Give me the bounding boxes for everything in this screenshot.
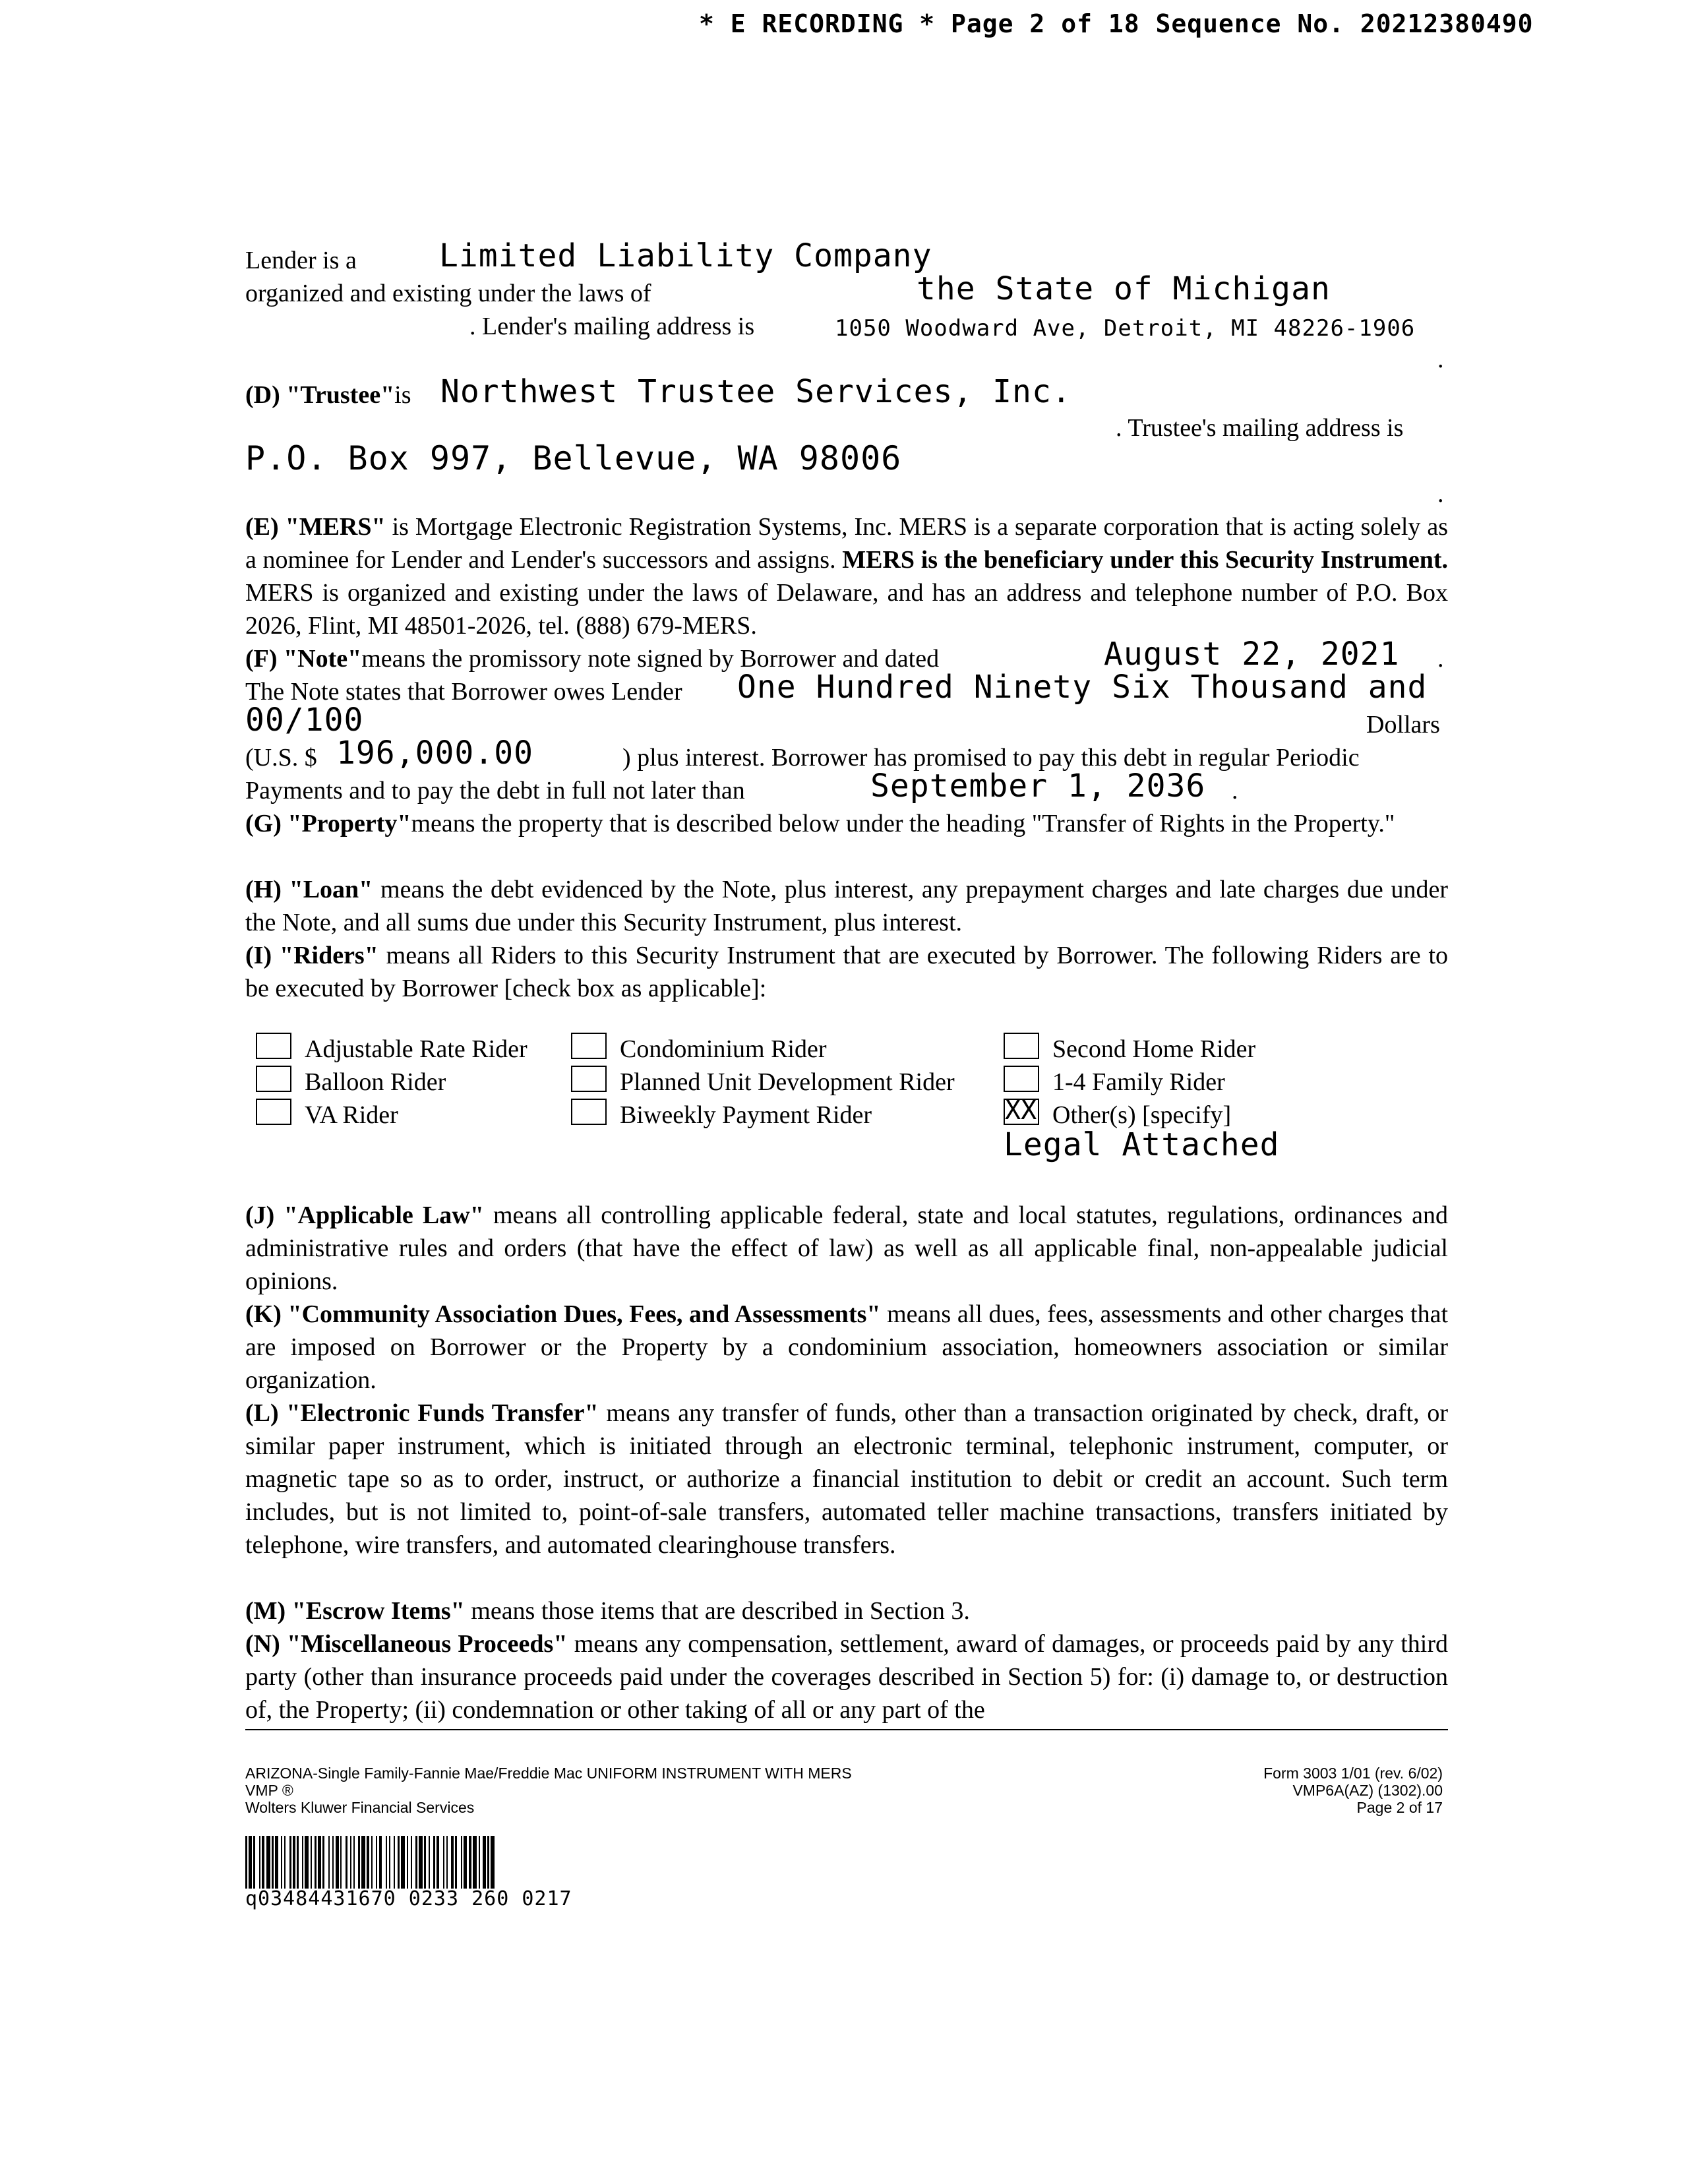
note-date: August 22, 2021 [1104, 636, 1400, 673]
footer-form-number: Form 3003 1/01 (rev. 6/02) [1263, 1765, 1443, 1782]
rider-label-pud: Planned Unit Development Rider [620, 1068, 955, 1096]
barcode [245, 1836, 713, 1889]
checkbox-condominium-rider[interactable] [571, 1033, 607, 1059]
barcode-text: q03484431670 0233 260 0217 [245, 1887, 572, 1910]
rider-label-biweekly: Biweekly Payment Rider [620, 1101, 872, 1129]
note-amount: 196,000.00 [336, 735, 533, 772]
loan-term: "Loan" [289, 876, 373, 903]
community-text: means all dues, fees, assessments and other charges that are imposed on Borrower or the Property by a condominium association, homeowners association or similar organization. [245, 1300, 1448, 1394]
lender-end-period: . [1437, 346, 1444, 373]
trustee-term: "Trustee" [286, 381, 395, 409]
checkbox-pud-rider[interactable] [571, 1066, 607, 1092]
mers-text-1: is Mortgage Electronic Registration Systems, Inc. MERS is a separate corporation that is acting solely as a nominee for Lender and Lender's successors and assigns. [245, 513, 1449, 574]
note-payments-label: Payments and to pay the debt in full not later than [245, 777, 745, 804]
rider-label-second-home: Second Home Rider [1052, 1035, 1256, 1063]
misc-text: means any compensation, settlement, award of damages, or proceeds paid by any third party (other than insurance proceeds paid under the coverages described in Section 5) for: (i) damage to, or destruction of, the Property; (ii) condemnation or other taking of all or any part of the [245, 1630, 1448, 1724]
mers-bold-text: MERS is the beneficiary under this Security Instrument. [842, 546, 1449, 574]
trustee-label [245, 379, 411, 411]
trustee-letter: (D) [245, 381, 280, 409]
note-maturity-date: September 1, 2036 [870, 768, 1206, 804]
footer-divider [245, 1729, 1448, 1730]
misc-letter: (N) [245, 1630, 280, 1658]
riders-definition [245, 939, 1448, 1005]
footer-publisher: Wolters Kluwer Financial Services [245, 1799, 475, 1816]
trustee-name: Northwest Trustee Services, Inc. [440, 373, 1071, 410]
trustee-mailing-label: . Trustee's mailing address is [1116, 414, 1404, 442]
rider-label-other: Other(s) [specify] [1052, 1101, 1232, 1129]
mers-term: "MERS" [285, 513, 386, 541]
rider-label-condominium: Condominium Rider [620, 1035, 827, 1063]
applicable-law-definition [245, 1199, 1448, 1298]
rider-label-va: VA Rider [305, 1101, 398, 1129]
note-dollars-label: Dollars [1366, 711, 1440, 739]
property-term: "Property" [287, 810, 411, 837]
escrow-term: "Escrow Items" [291, 1597, 465, 1625]
note-letter: (F) [245, 645, 278, 673]
escrow-items-definition [245, 1594, 1448, 1627]
note-end-period-2: . [1232, 777, 1238, 804]
checkbox-other-rider-mark: XX [1005, 1095, 1037, 1126]
footer-vmp-code: VMP6A(AZ) (1302).00 [1292, 1782, 1443, 1799]
community-term: "Community Association Dues, Fees, and Assessments" [287, 1300, 881, 1328]
note-us-label: (U.S. $ [245, 744, 317, 772]
misc-proceeds-definition [245, 1627, 1448, 1726]
mers-text-2: MERS is organized and existing under the laws of Delaware, and has an address and telephone number of P.O. Box 2026, Flint, MI 48501-2026, tel. (888) 679-MERS. [245, 579, 1448, 640]
applicable-law-letter: (J) [245, 1201, 275, 1229]
community-dues-definition [245, 1298, 1448, 1397]
property-definition [245, 807, 1448, 840]
applicable-law-text: means all controlling applicable federal, state and local statutes, regulations, ordinances and administrative rules and orders (that have the effect of law) as well as all applicable final, non-appealable judicial opinions. [245, 1201, 1449, 1295]
lender-organized-label: organized and existing under the laws of [245, 280, 651, 307]
lender-entity-type: Limited Liability Company [439, 237, 932, 274]
mers-letter: (E) [245, 513, 279, 541]
checkbox-balloon-rider[interactable] [256, 1066, 291, 1092]
trustee-end-period: . [1437, 480, 1444, 508]
trustee-address: P.O. Box 997, Bellevue, WA 98006 [245, 439, 902, 477]
checkbox-biweekly-payment-rider[interactable] [571, 1099, 607, 1125]
rider-label-adjustable-rate: Adjustable Rate Rider [305, 1035, 528, 1063]
checkbox-va-rider[interactable] [256, 1099, 291, 1125]
eft-term: "Electronic Funds Transfer" [286, 1399, 599, 1427]
loan-definition [245, 873, 1448, 939]
lender-mailing-label: . Lender's mailing address is [469, 313, 755, 340]
note-interest-label: ) plus interest. Borrower has promised to pay this debt in regular Periodic [622, 744, 1360, 772]
recording-header: * E RECORDING * Page 2 of 18 Sequence No. 20212380490 [699, 9, 1534, 38]
barcode-bar [495, 1836, 497, 1889]
checkbox-second-home-rider[interactable] [1004, 1033, 1039, 1059]
checkbox-1-4-family-rider[interactable] [1004, 1066, 1039, 1092]
eft-definition [245, 1397, 1448, 1562]
rider-label-balloon: Balloon Rider [305, 1068, 446, 1096]
loan-letter: (H) [245, 876, 282, 903]
footer-form-title: ARIZONA-Single Family-Fannie Mae/Freddie Mac UNIFORM INSTRUMENT WITH MERS [245, 1765, 852, 1782]
rider-other-specify: Legal Attached [1004, 1126, 1280, 1163]
note-end-period: . [1437, 645, 1444, 673]
property-letter: (G) [245, 810, 282, 837]
note-dated-label: means the promissory note signed by Borrower and dated [361, 645, 940, 673]
riders-term: "Riders" [279, 942, 378, 969]
rider-label-1-4-family: 1-4 Family Rider [1052, 1068, 1225, 1096]
lender-address: 1050 Woodward Ave, Detroit, MI 48226-1906 [835, 315, 1416, 342]
escrow-letter: (M) [245, 1597, 286, 1625]
eft-text: means any transfer of funds, other than a transaction originated by check, draft, or similar paper instrument, which is initiated through an electronic terminal, telephonic instrument, computer, or magnetic tape so as to order, instruct, or authorize a financial institution to debit or credit an account. Such term includes, but is not limited to, point-of-sale transfers, automated teller machine transactions, transfers initiated by telephone, wire transfers, and automated clearinghouse transfers. [245, 1399, 1448, 1559]
lender-state: the State of Michigan [917, 270, 1331, 307]
trustee-is: is [394, 381, 411, 409]
misc-term: "Miscellaneous Proceeds" [287, 1630, 568, 1658]
mers-definition [245, 510, 1448, 642]
applicable-law-term: "Applicable Law" [284, 1201, 484, 1229]
loan-text: means the debt evidenced by the Note, plus interest, any prepayment charges and late charges due under the Note, and all sums due under this Security Instrument, plus interest. [245, 876, 1449, 936]
eft-letter: (L) [245, 1399, 279, 1427]
footer-vmp: VMP ® [245, 1782, 293, 1799]
lender-is-a-label: Lender is a [245, 247, 357, 274]
escrow-text: means those items that are described in Section 3. [464, 1597, 970, 1625]
note-owes-label: The Note states that Borrower owes Lender [245, 678, 682, 706]
note-amount-words-1: One Hundred Ninety Six Thousand and [737, 669, 1428, 706]
riders-text: means all Riders to this Security Instrument that are executed by Borrower. The following Riders are to be executed by Borrower [check box as applicable]: [245, 942, 1449, 1002]
note-term: "Note" [284, 645, 362, 673]
footer-page-number: Page 2 of 17 [1356, 1799, 1443, 1816]
checkbox-adjustable-rate-rider[interactable] [256, 1033, 291, 1059]
note-amount-words-2: 00/100 [245, 702, 364, 739]
property-text: means the property that is described below under the heading "Transfer of Rights in the Property." [411, 810, 1395, 837]
community-letter: (K) [245, 1300, 282, 1328]
riders-letter: (I) [245, 942, 272, 969]
